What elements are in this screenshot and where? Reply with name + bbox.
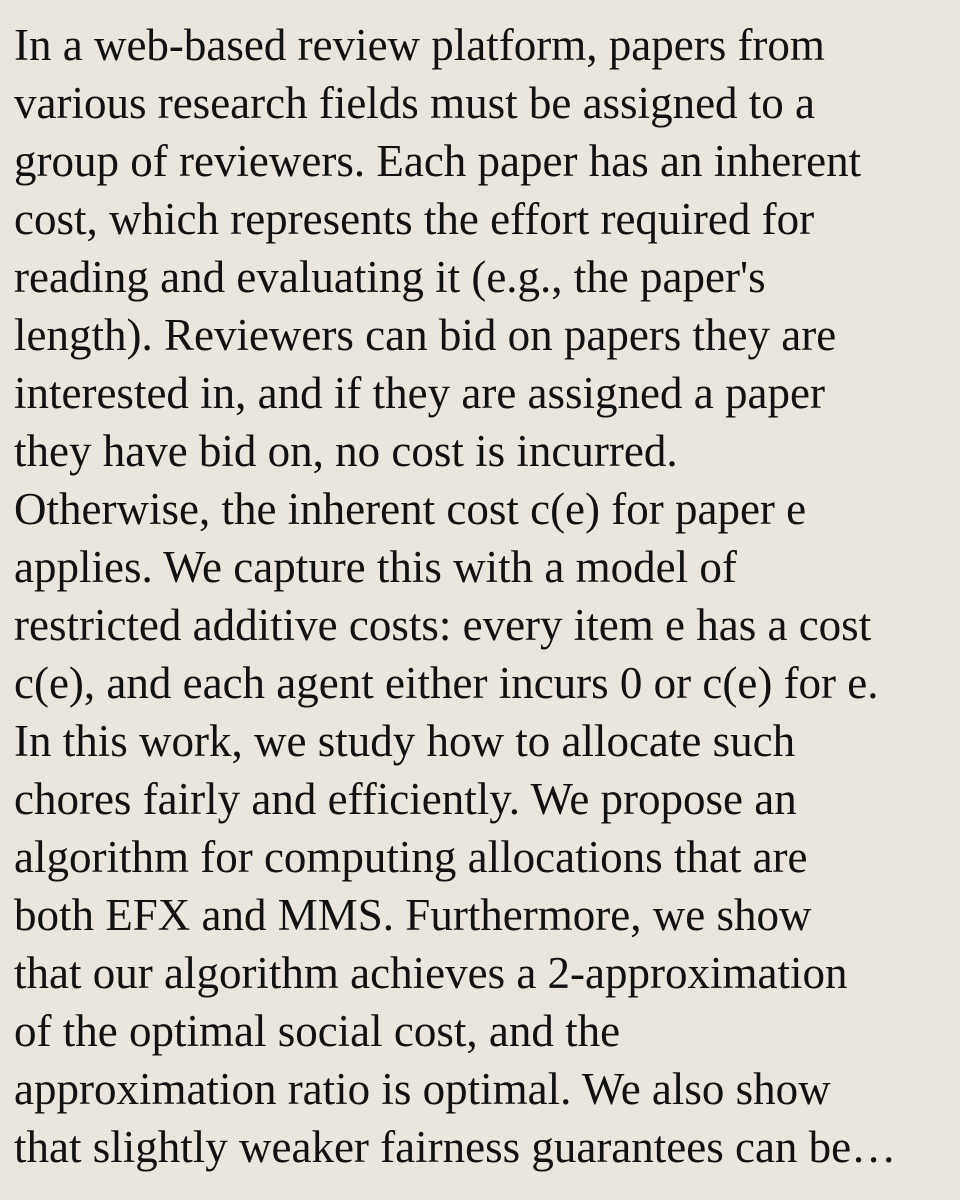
- text-line: that our algorithm achieves a 2-approximation: [14, 948, 848, 998]
- text-line: both EFX and MMS. Furthermore, we show: [14, 890, 812, 940]
- text-line: length). Reviewers can bid on papers they are: [14, 310, 837, 360]
- text-line: applies. We capture this with a model of: [14, 542, 737, 592]
- text-line: they have bid on, no cost is incurred.: [14, 426, 678, 476]
- text-line: Otherwise, the inherent cost c(e) for paper e: [14, 484, 807, 534]
- text-line: interested in, and if they are assigned a paper: [14, 368, 825, 418]
- text-line: chores fairly and efficiently. We propose an: [14, 774, 797, 824]
- text-line: approximation ratio is optimal. We also show: [14, 1064, 831, 1114]
- text-line: restricted additive costs: every item e has a cost: [14, 600, 872, 650]
- text-line: cost, which represents the effort required for: [14, 194, 815, 244]
- text-line: In a web-based review platform, papers from: [14, 20, 825, 70]
- text-line: group of reviewers. Each paper has an inherent: [14, 136, 862, 186]
- text-line: In this work, we study how to allocate such: [14, 716, 796, 766]
- text-line: of the optimal social cost, and the: [14, 1006, 621, 1056]
- text-line: that slightly weaker fairness guarantees can be…: [14, 1122, 897, 1172]
- text-line: reading and evaluating it (e.g., the paper's: [14, 252, 766, 302]
- text-line: algorithm for computing allocations that are: [14, 832, 808, 882]
- text-line: various research fields must be assigned to a: [14, 78, 816, 128]
- text-line: c(e), and each agent either incurs 0 or c(e) for e.: [14, 658, 879, 708]
- abstract-text: [14, 16, 960, 1176]
